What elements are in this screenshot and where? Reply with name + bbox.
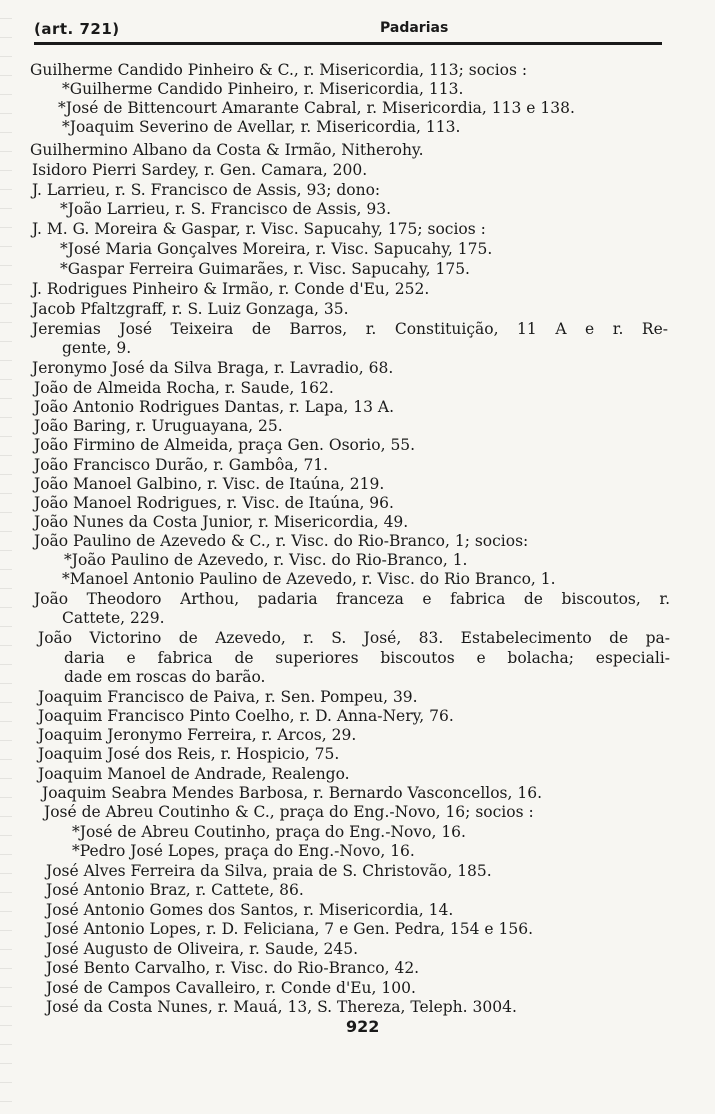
entry-line: J. Rodrigues Pinheiro & Irmão, r. Conde d'Eu, 252. (32, 280, 430, 298)
entry-line: João Nunes da Costa Junior, r. Misericordia, 49. (34, 513, 409, 531)
entry-line: João Theodoro Arthou, padaria franceza e fabrica de biscoutos, r. (34, 590, 670, 608)
entry-line: José Augusto de Oliveira, r. Saude, 245. (46, 940, 359, 958)
entry-line: *João Larrieu, r. S. Francisco de Assis, 93. (60, 200, 392, 218)
entry-line: José Alves Ferreira da Silva, praia de S. Christovão, 185. (46, 862, 492, 880)
entry-line: *Joaquim Severino de Avellar, r. Misericordia, 113. (62, 118, 461, 136)
entry-line: J. Larrieu, r. S. Francisco de Assis, 93; dono: (32, 181, 381, 199)
entry-line: João Manoel Galbino, r. Visc. de Itaúna, 219. (34, 475, 385, 493)
entry-line: Jacob Pfaltzgraff, r. S. Luiz Gonzaga, 35. (32, 300, 349, 318)
entry-line: Joaquim Manoel de Andrade, Realengo. (38, 765, 350, 783)
entry-line: Joaquim Seabra Mendes Barbosa, r. Bernardo Vasconcellos, 16. (42, 784, 543, 802)
entry-line: *José de Abreu Coutinho, praça do Eng.-Novo, 16. (72, 823, 466, 841)
entry-line: daria e fabrica de superiores biscoutos e bolacha; especiali- (64, 649, 670, 667)
entry-line: João de Almeida Rocha, r. Saude, 162. (34, 379, 334, 397)
entry-line: José Antonio Lopes, r. D. Feliciana, 7 e Gen. Pedra, 154 e 156. (46, 920, 534, 938)
page-title: Padarias (380, 20, 449, 36)
entry-line: *Manoel Antonio Paulino de Azevedo, r. Visc. do Rio Branco, 1. (62, 570, 556, 588)
entry-line: Guilhermino Albano da Costa & Irmão, Nitherohy. (30, 141, 424, 159)
entry-line: João Firmino de Almeida, praça Gen. Osorio, 55. (34, 436, 416, 454)
entry-line: José de Abreu Coutinho & C., praça do Eng.-Novo, 16; socios : (44, 803, 534, 821)
entry-line: João Paulino de Azevedo & C., r. Visc. do Rio-Branco, 1; socios: (34, 532, 529, 550)
entry-line: *Pedro José Lopes, praça do Eng.-Novo, 16. (72, 842, 415, 860)
entry-line: gente, 9. (62, 339, 132, 357)
entry-line: dade em roscas do barão. (64, 668, 266, 686)
entry-line: Guilherme Candido Pinheiro & C., r. Misericordia, 113; socios : (30, 61, 528, 79)
entry-line: José Bento Carvalho, r. Visc. do Rio-Branco, 42. (46, 959, 420, 977)
entry-line: José Antonio Gomes dos Santos, r. Misericordia, 14. (46, 901, 454, 919)
entry-line: Joaquim José dos Reis, r. Hospicio, 75. (38, 745, 340, 763)
page-number: 922 (346, 1017, 380, 1036)
entry-line: J. M. G. Moreira & Gaspar, r. Visc. Sapucahy, 175; socios : (32, 220, 486, 238)
entry-line: Cattete, 229. (62, 609, 165, 627)
entry-line: João Victorino de Azevedo, r. S. José, 83. Estabelecimento de pa- (38, 629, 670, 647)
section-reference: (art. 721) (34, 20, 120, 38)
entry-line: João Manoel Rodrigues, r. Visc. de Itaúna, 96. (34, 494, 394, 512)
entry-line: José Antonio Braz, r. Cattete, 86. (46, 881, 304, 899)
entry-line: José de Campos Cavalleiro, r. Conde d'Eu, 100. (46, 979, 416, 997)
entry-line: Isidoro Pierri Sardey, r. Gen. Camara, 200. (32, 161, 368, 179)
entry-line: João Francisco Durão, r. Gambôa, 71. (34, 456, 329, 474)
entry-line: Joaquim Francisco Pinto Coelho, r. D. Anna-Nery, 76. (38, 707, 454, 725)
entry-line: *José de Bittencourt Amarante Cabral, r. Misericordia, 113 e 138. (58, 99, 575, 117)
entry-line: João Baring, r. Uruguayana, 25. (34, 417, 283, 435)
entry-line: Jeronymo José da Silva Braga, r. Lavradio, 68. (32, 359, 394, 377)
entry-line: Joaquim Jeronymo Ferreira, r. Arcos, 29. (38, 726, 357, 744)
entry-line: *Guilherme Candido Pinheiro, r. Misericordia, 113. (62, 80, 464, 98)
entry-line: Jeremias José Teixeira de Barros, r. Constituição, 11 A e r. Re- (32, 320, 668, 338)
entry-line: *Gaspar Ferreira Guimarães, r. Visc. Sapucahy, 175. (60, 260, 470, 278)
page-header (34, 20, 662, 45)
entry-line: Joaquim Francisco de Paiva, r. Sen. Pompeu, 39. (38, 688, 418, 706)
entry-line: João Antonio Rodrigues Dantas, r. Lapa, 13 A. (34, 398, 395, 416)
entry-line: *José Maria Gonçalves Moreira, r. Visc. Sapucahy, 175. (60, 240, 493, 258)
entry-line: *João Paulino de Azevedo, r. Visc. do Rio-Branco, 1. (64, 551, 468, 569)
entry-line: José da Costa Nunes, r. Mauá, 13, S. Thereza, Teleph. 3004. (46, 998, 517, 1016)
page-edge-speckle (0, 0, 12, 1114)
